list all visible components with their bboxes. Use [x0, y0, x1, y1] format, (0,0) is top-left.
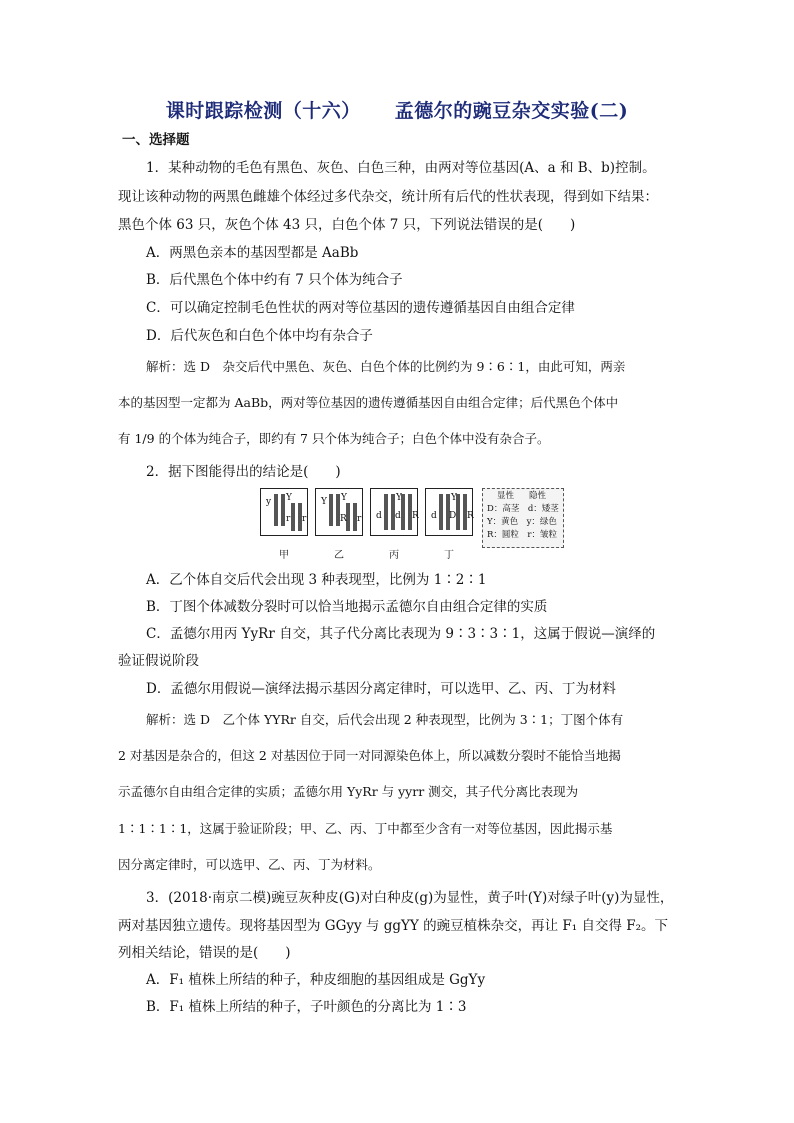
q3-option-a: A．F₁ 植株上所结的种子，种皮细胞的基因组成是 GgYy: [146, 972, 486, 988]
q1-stem-line: 现让该种动物的两黑色雌雄个体经过多代杂交，统计所有后代的性状表现，得到如下结果：: [118, 189, 658, 205]
q2-analysis-line: 解析：选 D 乙个体 YYRr 自交，后代会出现 2 种表现型，比例为 3∶1；丁图个体有: [146, 712, 624, 727]
title-main: 课时跟踪检测（十六）: [165, 100, 361, 122]
figure-caption: 丁: [444, 550, 454, 561]
q1-stem-line: 黑色个体 63 只，灰色个体 43 只，白色个体 7 只，下列说法错误的是( ): [118, 217, 576, 233]
figure-caption: 甲: [279, 550, 289, 561]
legend-dominant-header: 显性: [497, 491, 515, 501]
q1-analysis-line: 解析：选 D 杂交后代中黑色、灰色、白色个体的比例约为 9∶6∶1，由此可知，两亲: [146, 359, 626, 374]
allele-label: d: [431, 511, 437, 521]
q2-option-d: D．孟德尔用假说—演绎法揭示基因分离定律时，可以选甲、乙、丙、丁为材料: [146, 681, 616, 697]
trait-legend: [482, 488, 564, 548]
legend-recessive-header: 隐性: [529, 491, 547, 501]
q3-stem-line: 列相关结论，错误的是( ): [118, 945, 291, 961]
q1-option-d: D．后代灰色和白色个体中均有杂合子: [146, 328, 373, 344]
allele-label: r: [302, 514, 307, 524]
q2-option-c: C．孟德尔用丙 YyRr 自交，其子代分离比表现为 9∶3∶3∶1，这属于假说—演绎的: [146, 626, 656, 642]
q2-analysis-line: 2 对基因是杂合的，但这 2 对基因位于同一对同源染色体上，所以减数分裂时不能恰当地揭: [118, 748, 621, 763]
figure-caption: 丙: [389, 550, 399, 561]
cell-diagram-yi: [315, 488, 363, 536]
allele-label: Y: [396, 493, 402, 503]
q2-option-a: A．乙个体自交后代会出现 3 种表现型，比例为 1∶2∶1: [146, 572, 487, 588]
q2-analysis-line: 示孟德尔自由组合定律的实质；孟德尔用 YyRr 与 yyrr 测交，其子代分离比表现为: [118, 784, 579, 799]
q1-option-a: A．两黑色亲本的基因型都是 AaBb: [146, 245, 359, 261]
allele-label: r: [357, 514, 362, 524]
allele-label: r: [286, 514, 291, 524]
q2-stem: 2．据下图能得出的结论是( ): [146, 464, 341, 480]
allele-label: y: [266, 497, 272, 507]
section-heading: 一、选择题: [122, 132, 190, 148]
q1-option-b: B．后代黑色个体中约有 7 只个体为纯合子: [146, 272, 403, 288]
cell-diagram-bing: [370, 488, 418, 536]
allele-label: d: [376, 511, 382, 521]
q1-analysis-line: 本的基因型一定都为 AaBb，两对等位基因的遗传遵循基因自由组合定律；后代黑色个体中: [118, 395, 619, 410]
q3-option-b: B．F₁ 植株上所结的种子，子叶颜色的分离比为 1∶3: [146, 999, 467, 1015]
allele-label: Y: [286, 493, 292, 503]
q2-option-b: B．丁图个体减数分裂时可以恰当地揭示孟德尔自由组合定律的实质: [146, 599, 548, 615]
allele-label: R: [340, 514, 347, 524]
q1-analysis-line: 有 1/9 的个体为纯合子，即约有 7 只个体为纯合子；白色个体中没有杂合子。: [118, 431, 550, 446]
chromosome-figure: [260, 488, 566, 561]
q2-analysis-line: 因分离定律时，可以选甲、乙、丙、丁为材料。: [118, 857, 381, 872]
legend-row: Y：黄色 y：绿色: [487, 517, 557, 527]
page-title: [0, 96, 794, 123]
allele-label: D: [449, 511, 457, 521]
allele-label: Y: [451, 493, 457, 503]
q1-stem-line: 1．某种动物的毛色有黑色、灰色、白色三种，由两对等位基因(A、a 和 B、b)控制。: [146, 160, 656, 176]
cell-diagram-jia: [260, 488, 308, 536]
allele-label: Y: [341, 493, 347, 503]
title-sub: 孟德尔的豌豆杂交实验(二): [394, 100, 629, 122]
q3-stem-line: 两对基因独立遗传。现将基因型为 GGyy 与 ggYY 的豌豆植株杂交，再让 F₁ 自交得 F₂。下: [118, 918, 669, 934]
legend-row: R：圆粒 r：皱粒: [487, 530, 557, 540]
allele-label: R: [467, 511, 474, 521]
cell-diagram-ding: [425, 488, 473, 536]
legend-row: D：高茎 d：矮茎: [487, 504, 559, 514]
q2-option-c-cont: 验证假说阶段: [118, 653, 199, 669]
figure-caption: 乙: [334, 550, 344, 561]
allele-label: d: [395, 511, 401, 521]
q2-analysis-line: 1∶1∶1∶1，这属于验证阶段；甲、乙、丙、丁中都至少含有一对等位基因，因此揭示基: [118, 821, 613, 836]
allele-label: Y: [321, 497, 327, 507]
q1-option-c: C．可以确定控制毛色性状的两对等位基因的遗传遵循基因自由组合定律: [146, 300, 575, 316]
allele-label: R: [412, 511, 419, 521]
q3-stem-line: 3．(2018·南京二模)豌豆灰种皮(G)对白种皮(g)为显性，黄子叶(Y)对绿子叶(y)为显性，: [146, 890, 674, 906]
